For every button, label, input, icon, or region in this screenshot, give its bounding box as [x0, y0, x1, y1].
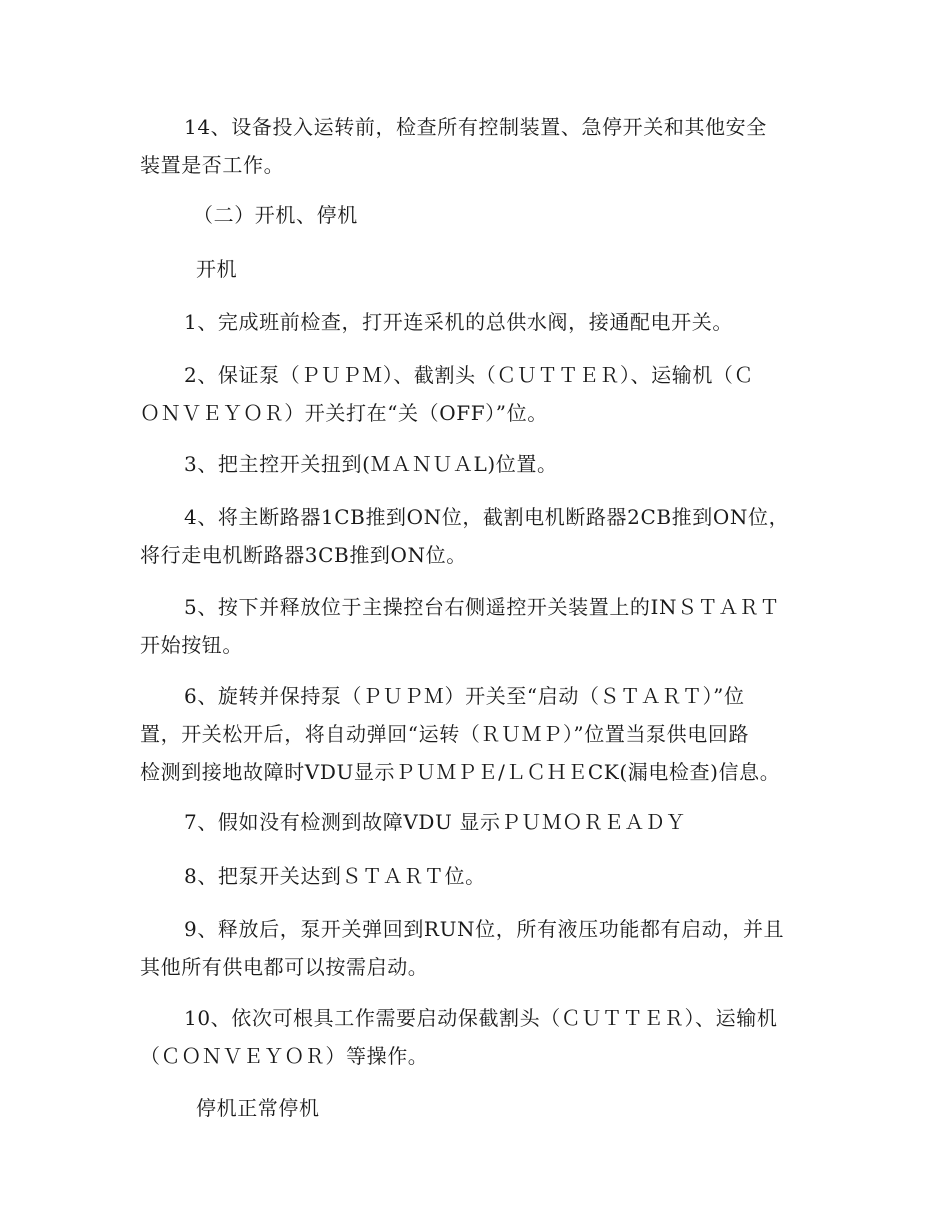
paragraph-item-1	[140, 303, 810, 341]
paragraph-item-3	[140, 445, 810, 483]
paragraph-line: 开始按钮。	[140, 633, 243, 657]
paragraph-line: 装置是否工作。	[140, 153, 285, 177]
paragraph-item-6	[140, 677, 810, 791]
paragraph-line: 4、将主断路器1CB推到ON位，截割电机断路器2CB推到ON位，	[184, 505, 790, 529]
paragraph-line: 检测到接地故障时VDU显示ＰＵＭＰＥ/ＬＣＨＥCK(漏电检查)信息。	[140, 760, 781, 784]
paragraph-line: 置，开关松开后，将自动弹回“运转（ＲＵＭＰ）”位置当泵供电回路	[140, 722, 750, 746]
paragraph-line: 2、保证泵（ＰＵＰＭ）、截割头（ＣＵＴＴＥＲ）、运输机（Ｃ	[184, 363, 755, 387]
paragraph-item-7	[140, 803, 810, 841]
paragraph-line: 6、旋转并保持泵（ＰＵＰＭ）开关至“启动（ＳＴＡＲＴ）”位	[184, 684, 745, 708]
paragraph-item-2	[140, 356, 810, 432]
paragraph-line: 3、把主控开关扭到(ＭＡＮＵＡL)位置。	[184, 452, 558, 476]
paragraph-line: ＯＮＶＥＹＯＲ）开关打在“关（OFF）”位。	[140, 401, 548, 425]
paragraph-item-4	[140, 498, 810, 574]
paragraph-item-9	[140, 910, 810, 986]
paragraph-line: 10、依次可根具工作需要启动保截割头（ＣＵＴＴＥＲ）、运输机	[184, 1006, 778, 1030]
subheading-text: 开机	[196, 257, 238, 281]
paragraph-line: 9、释放后，泵开关弹回到RUN位，所有液压功能都有启动，并且	[184, 917, 785, 941]
section-heading-startup-shutdown	[193, 196, 863, 234]
paragraph-item-5	[140, 588, 810, 664]
paragraph-line: 5、按下并释放位于主操控台右侧遥控开关装置上的INＳＴＡＲＴ	[184, 595, 781, 619]
paragraph-line: 将行走电机断路器3CB推到ON位。	[140, 543, 467, 567]
subheading-shutdown	[196, 1089, 866, 1127]
paragraph-item-10	[140, 999, 810, 1075]
paragraph-line: 7、假如没有检测到故障VDU 显示ＰＵＭＯＲＥＡＤＹ	[184, 810, 687, 834]
paragraph-line: （ＣＯＮＶＥＹＯＲ）等操作。	[140, 1044, 429, 1068]
subheading-startup	[196, 250, 866, 288]
paragraph-item-14	[140, 108, 810, 184]
paragraph-line: 1、完成班前检查，打开连采机的总供水阀，接通配电开关。	[184, 310, 733, 334]
subheading-text: 停机正常停机	[196, 1096, 320, 1120]
paragraph-item-8	[140, 857, 810, 895]
paragraph-line: 8、把泵开关达到ＳＴＡＲＴ位。	[184, 864, 486, 888]
section-heading-text: （二）开机、停机	[193, 203, 358, 227]
paragraph-line: 其他所有供电都可以按需启动。	[140, 955, 429, 979]
paragraph-line: 14、设备投入运转前，检查所有控制装置、急停开关和其他安全	[184, 115, 767, 139]
